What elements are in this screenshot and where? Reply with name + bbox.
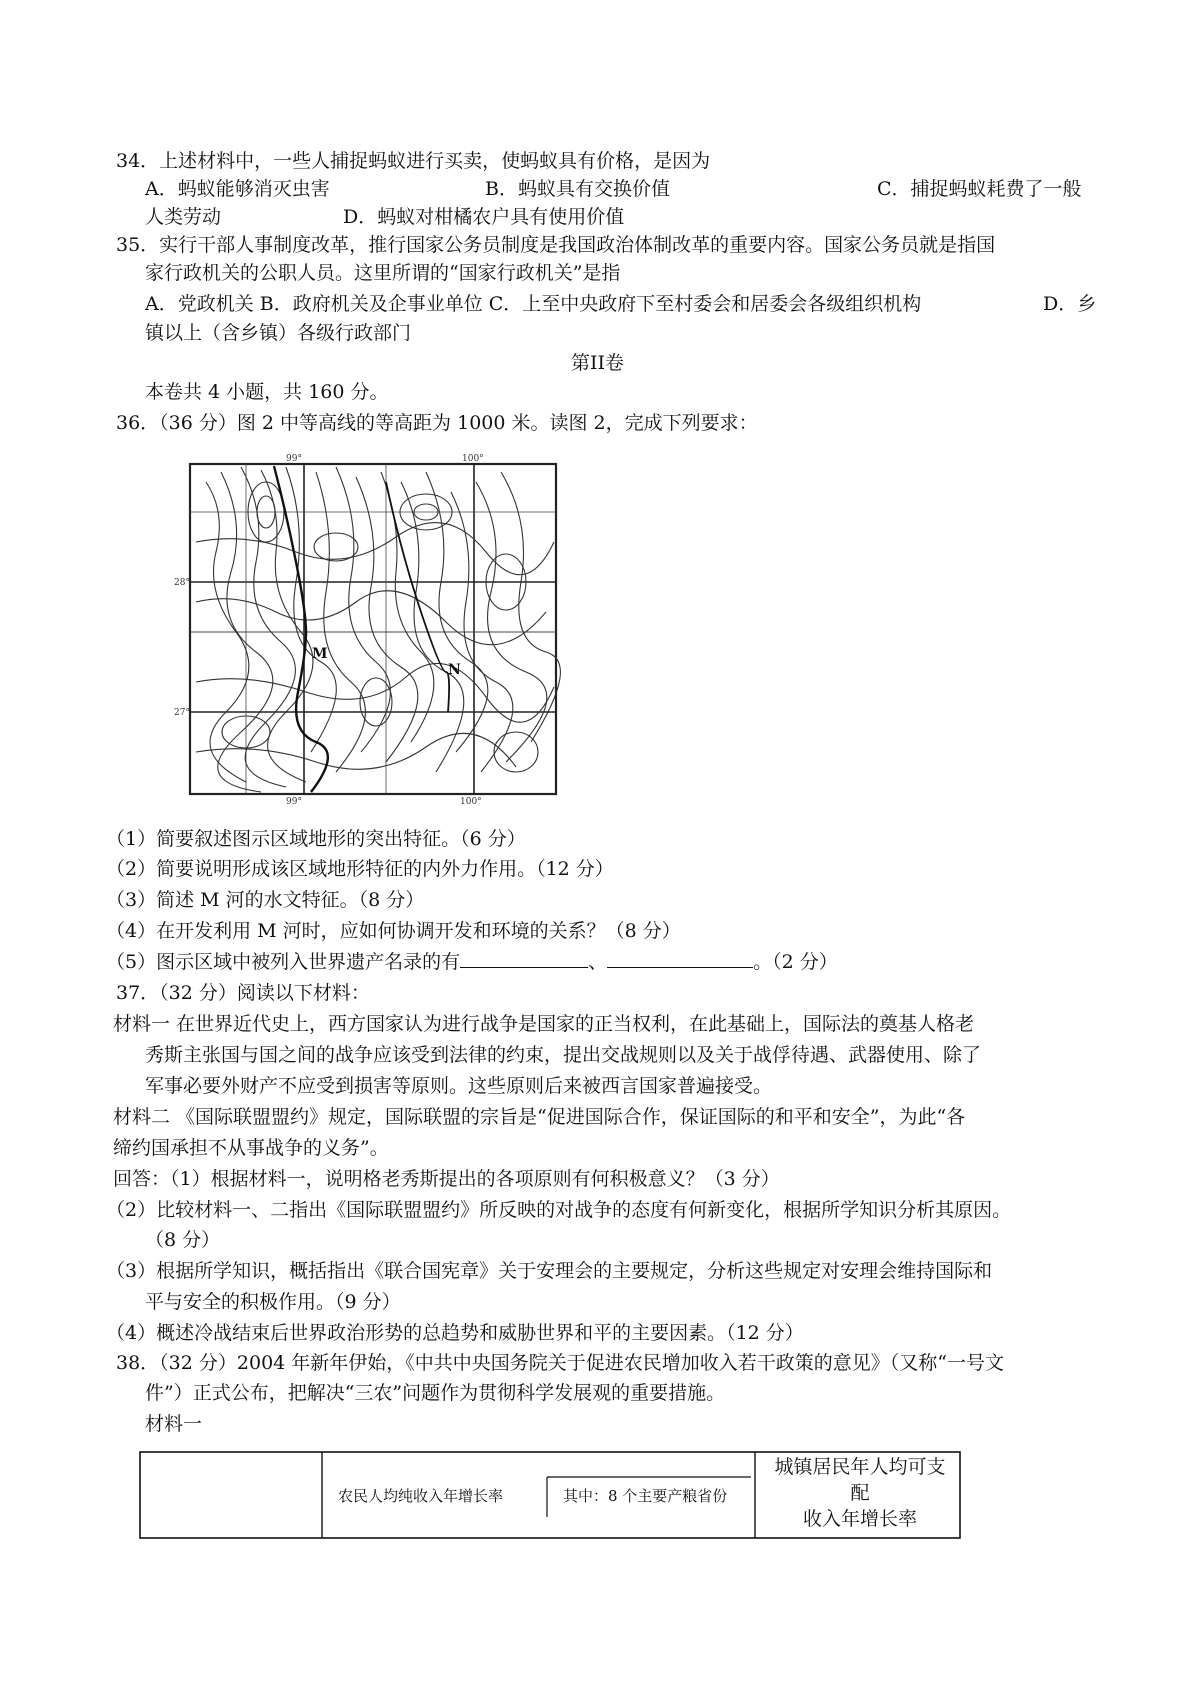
table-header-farmer-income: 农民人均纯收入年增长率 [338, 1487, 504, 1505]
q37-answer1: 回答：（1）根据材料一，说明格老秀斯提出的各项原则有何积极意义？（3 分） [113, 1168, 780, 1190]
table-header-urban-line2: 配 [850, 1482, 870, 1504]
q38-material-label: 材料一 [145, 1413, 203, 1435]
map-label-left-upper: 28° [174, 578, 190, 588]
q35-options-abc: A．党政机关 B．政府机关及企事业单位 C．上至中央政府下至村委会和居委会各级组织机构 [145, 293, 922, 315]
map-label-left-lower: 27° [174, 708, 190, 718]
contour-map [174, 452, 562, 807]
map-label-site: N [448, 662, 461, 678]
q37-answer3-line1: （3）根据所学知识，概括指出《联合国宪章》关于安理会的主要规定，分析这些规定对安理会维持国际和 [106, 1260, 993, 1282]
q37-material1-line2: 秀斯主张国与国之间的战争应该受到法律的约束，提出交战规则以及关于战俘待遇、武器使用、除了 [145, 1044, 982, 1066]
q36-answer-blank-2[interactable] [607, 949, 753, 968]
q36-sub5 [106, 949, 838, 975]
table-header-grain-provinces: 其中：8 个主要产粮省份 [563, 1487, 728, 1505]
q36-answer-blank-1[interactable] [460, 949, 588, 968]
table-header-urban-line3: 收入年增长率 [802, 1508, 917, 1530]
q34-option-b: B．蚂蚁具有交换价值 [485, 178, 670, 200]
table-header-urban-line1: 城镇居民年人均可支 [774, 1456, 946, 1478]
income-growth-table [139, 1451, 961, 1541]
q37-answer2-line2: （8 分） [145, 1229, 221, 1251]
q38-stem-line1: 38．（32 分）2004 年新年伊始，《中共中央国务院关于促进农民增加收入若干政策的意见》（又称“一号文 [116, 1352, 1005, 1374]
map-frame [190, 464, 556, 794]
q37-stem: 37．（32 分）阅读以下材料： [116, 982, 370, 1004]
part2-title: 第II卷 [571, 352, 625, 374]
table-header-urban-income [765, 1454, 955, 1532]
q37-answer3-line2: 平与安全的积极作用。（9 分） [145, 1291, 401, 1313]
part2-intro: 本卷共 4 小题，共 160 分。 [145, 381, 389, 403]
q36-stem: 36．（36 分）图 2 中等高线的等高距为 1000 米。读图 2，完成下列要求： [116, 412, 758, 434]
q34-stem: 34．上述材料中，一些人捕捉蚂蚁进行买卖，使蚂蚁具有价格，是因为 [116, 150, 711, 172]
map-label-top-right: 100° [462, 454, 484, 464]
map-label-river-m: M [312, 646, 328, 662]
q36-sub5-separator: 、 [588, 951, 608, 973]
q37-material1-line3: 军事必要外财产不应受到损害等原则。这些原则后来被西言国家普遍接受。 [145, 1075, 773, 1097]
q37-material2-line1: 材料二 《国际联盟盟约》规定，国际联盟的宗旨是“促进国际合作，保证国际的和平和安全”，为此“各 [113, 1106, 966, 1128]
q35-option-d-continued: 镇以上（含乡镇）各级行政部门 [145, 322, 412, 344]
map-label-bottom-left: 99° [286, 797, 302, 807]
q36-sub2: （2）简要说明形成该区域地形特征的内外力作用。（12 分） [106, 858, 614, 880]
q36-sub4: （4）在开发利用 M 河时，应如何协调开发和环境的关系？（8 分） [106, 920, 681, 942]
q37-material2-line2: 缔约国承担不从事战争的义务”。 [113, 1137, 389, 1159]
q37-answer4: （4）概述冷战结束后世界政治形势的总趋势和威胁世界和平的主要因素。（12 分） [106, 1322, 804, 1344]
q36-sub1: （1）简要叙述图示区域地形的突出特征。（6 分） [106, 828, 526, 850]
q36-sub5-suffix: 。（2 分） [753, 951, 838, 973]
q35-stem-line2: 家行政机关的公职人员。这里所谓的“国家行政机关”是指 [145, 262, 621, 284]
q37-material1-line1: 材料一 在世界近代史上，西方国家认为进行战争是国家的正当权利，在此基础上，国际法的奠基人格老 [113, 1013, 975, 1035]
q37-answer2-line1: （2）比较材料一、二指出《国际联盟盟约》所反映的对战争的态度有何新变化，根据所学知识分析其原因。 [106, 1199, 1012, 1221]
q36-sub3: （3）简述 M 河的水文特征。（8 分） [106, 889, 425, 911]
q35-option-d: D．乡 [1043, 293, 1097, 315]
map-label-top-left: 99° [286, 454, 302, 464]
q34-option-c: C．捕捉蚂蚁耗费了一般 [877, 178, 1082, 200]
q34-option-a: A．蚂蚁能够消灭虫害 [145, 178, 330, 200]
q35-stem-line1: 35．实行干部人事制度改革，推行国家公务员制度是我国政治体制改革的重要内容。国家公务员就是指国 [116, 234, 996, 256]
q36-sub5-prefix: （5）图示区域中被列入世界遗产名录的有 [106, 951, 461, 973]
q38-stem-line2: 件”）正式公布，把解决“三农”问题作为贯彻科学发展观的重要措施。 [145, 1382, 726, 1404]
q34-option-c-continued: 人类劳动 [145, 206, 222, 228]
map-label-bottom-right: 100° [460, 797, 482, 807]
q34-option-d: D．蚂蚁对柑橘农户具有使用价值 [343, 206, 625, 228]
